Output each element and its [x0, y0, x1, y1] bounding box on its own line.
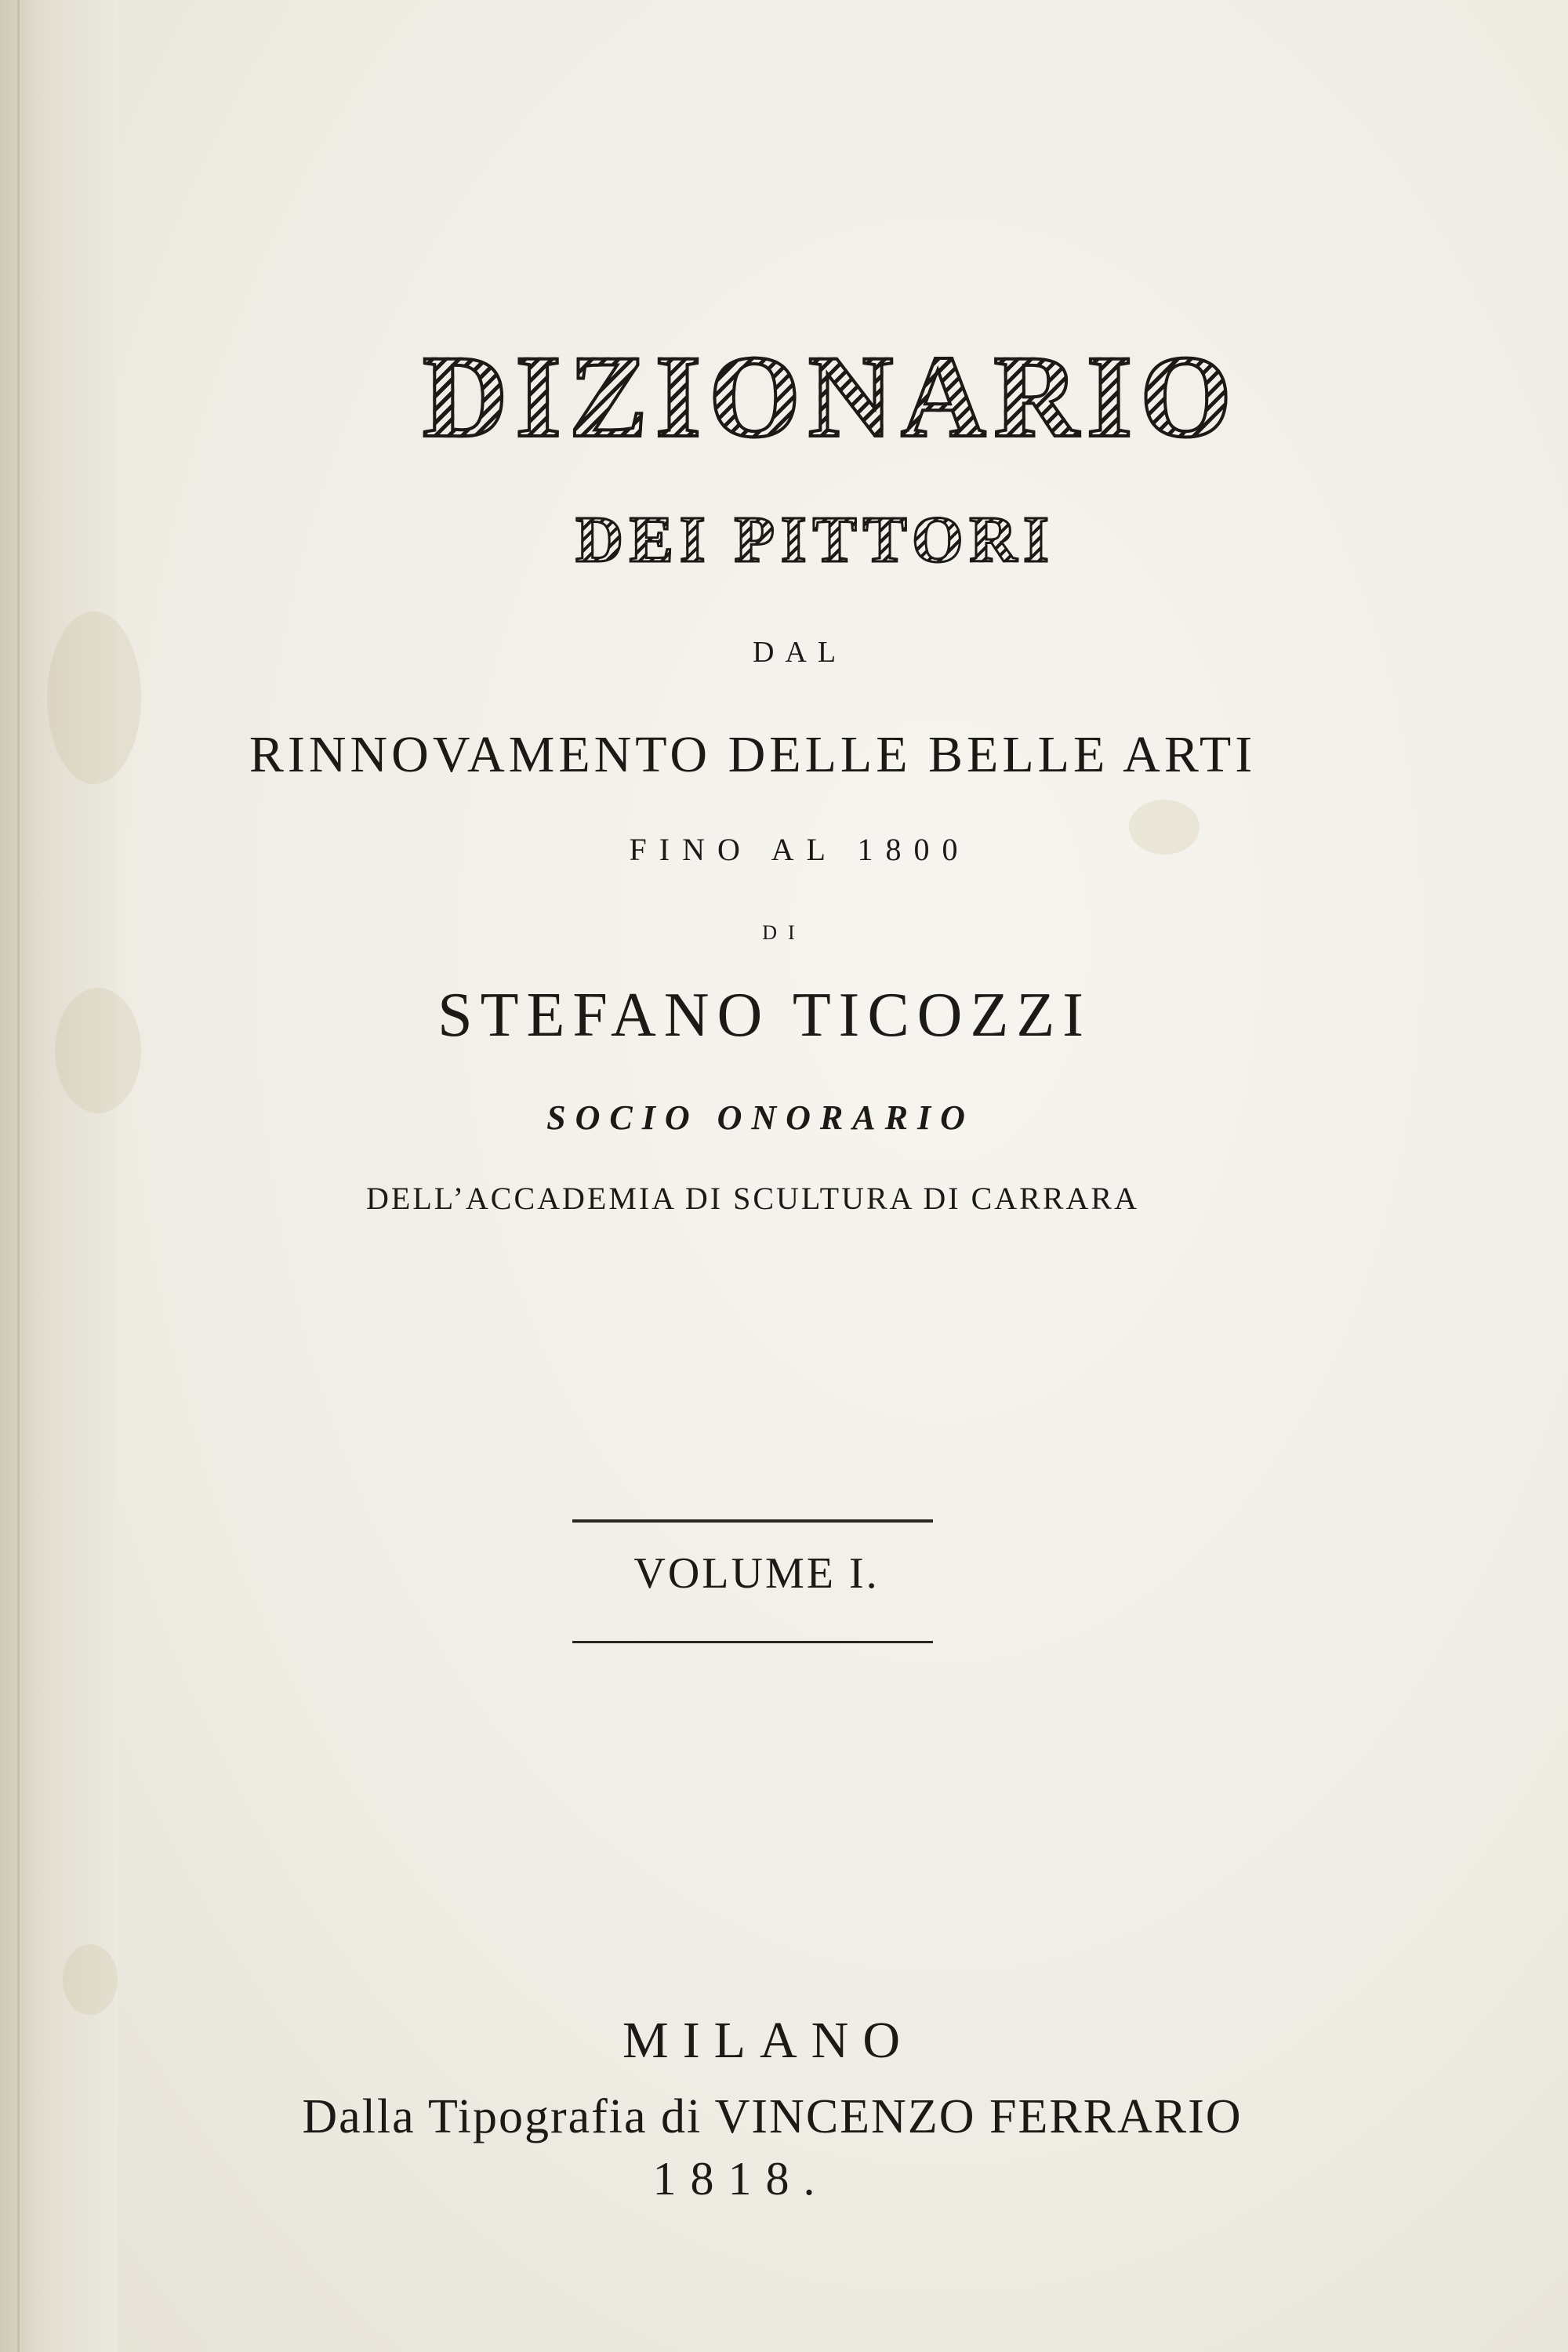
book-subtitle: DEI PITTORI	[31, 502, 1568, 578]
publisher-line: Dalla Tipografia di VINCENZO FERRARIO	[302, 2090, 1243, 2143]
author-name: STEFANO TICOZZI	[437, 981, 1091, 1050]
title-line-di: DI	[762, 921, 806, 944]
paper-stain	[63, 1944, 118, 2015]
book-title: DIZIONARIO	[47, 329, 1568, 464]
gutter-crease	[17, 0, 20, 2352]
volume-label: VOLUME I.	[633, 1549, 880, 1598]
author-title: SOCIO ONORARIO	[546, 1098, 975, 1137]
title-line-dal: DAL	[752, 636, 848, 669]
title-line-fino: FINO AL 1800	[629, 832, 971, 867]
title-line-rinnovamento: RINNOVAMENTO DELLE BELLE ARTI	[249, 726, 1257, 783]
publication-city: MILANO	[622, 2012, 914, 2069]
publication-year: 1818.	[652, 2153, 829, 2205]
divider-rule-bottom	[572, 1641, 933, 1643]
divider-rule-top	[572, 1519, 933, 1523]
author-affiliation: DELL’ACCADEMIA DI SCULTURA DI CARRARA	[366, 1181, 1139, 1216]
